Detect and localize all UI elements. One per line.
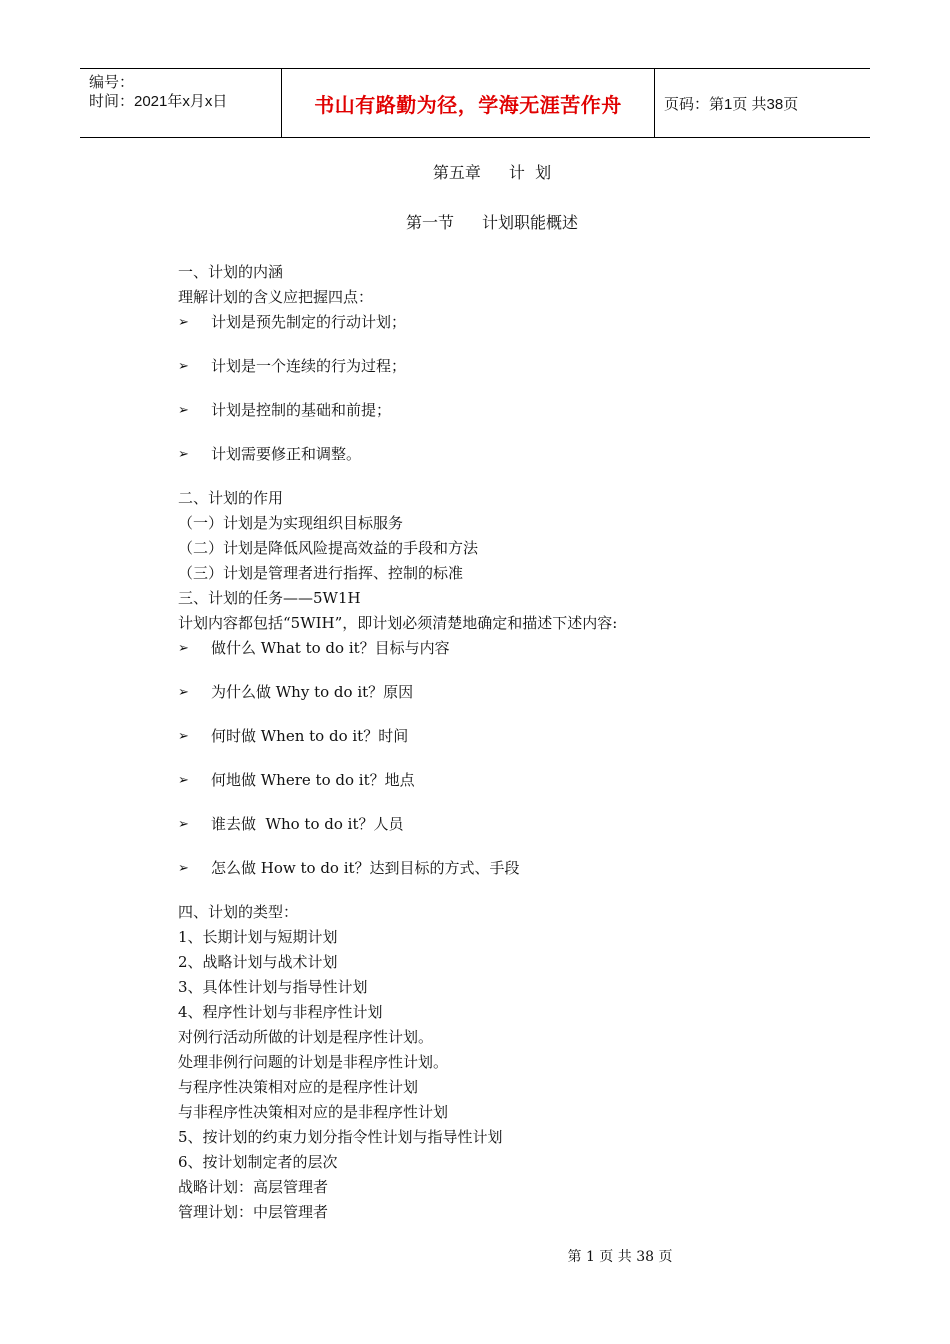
bullet-arrow-icon: ➢ — [178, 773, 189, 788]
bullet-item: ➢ 做什么 What to do it？目标与内容 — [178, 636, 617, 680]
bullet-item: ➢ 计划是预先制定的行动计划； — [178, 310, 617, 354]
header-table — [80, 68, 870, 138]
chapter-number: 第五章 — [432, 163, 481, 182]
bullet-arrow-icon: ➢ — [178, 641, 189, 656]
bullet-arrow-icon: ➢ — [178, 685, 189, 700]
heading-1: 一、计划的内涵 — [178, 263, 284, 281]
type-item: 2、战略计划与战术计划 — [178, 953, 338, 971]
type-item: 5、按计划的约束力划分指令性计划与指导性计划 — [178, 1128, 503, 1146]
type-item: 处理非例行问题的计划是非程序性计划。 — [178, 1053, 449, 1071]
section-name: 计划职能概述 — [482, 213, 579, 232]
page-footer: 第 1 页 共 38 页 — [567, 1249, 673, 1265]
bullet-item: ➢ 怎么做 How to do it？达到目标的方式、手段 — [178, 856, 617, 900]
type-item: 管理计划：中层管理者 — [178, 1203, 329, 1221]
bullet-arrow-icon: ➢ — [178, 359, 189, 374]
type-item: 与程序性决策相对应的是程序性计划 — [178, 1078, 419, 1096]
role-item: （一）计划是为实现组织目标服务 — [178, 514, 404, 532]
heading-4: 四、计划的类型： — [178, 903, 299, 921]
type-item: 与非程序性决策相对应的是非程序性计划 — [178, 1103, 449, 1121]
bullet-arrow-icon: ➢ — [178, 447, 189, 462]
bullet-item: ➢ 何时做 When to do it？时间 — [178, 724, 617, 768]
role-item: （三）计划是管理者进行指挥、控制的标准 — [178, 564, 464, 582]
bullet-arrow-icon: ➢ — [178, 315, 189, 330]
type-item: 3、具体性计划与指导性计划 — [178, 978, 368, 996]
heading-3: 三、计划的任务——5W1H — [178, 589, 361, 607]
bullet-arrow-icon: ➢ — [178, 861, 189, 876]
paragraph: 理解计划的含义应把握四点： — [178, 288, 374, 306]
heading-2: 二、计划的作用 — [178, 489, 284, 507]
type-item: 对例行活动所做的计划是程序性计划。 — [178, 1028, 434, 1046]
document-body — [178, 260, 617, 1225]
bullet-arrow-icon: ➢ — [178, 729, 189, 744]
chapter-name: 计 划 — [508, 163, 552, 182]
bullet-item: ➢ 谁去做 Who to do it？人员 — [178, 812, 617, 856]
bullet-item: ➢ 为什么做 Why to do it？原因 — [178, 680, 617, 724]
bullet-item: ➢ 何地做 Where to do it？地点 — [178, 768, 617, 812]
page-info: 页码：第1页 共38页 — [664, 95, 799, 113]
chapter-title — [0, 160, 950, 183]
bullet-item: ➢ 计划是一个连续的行为过程； — [178, 354, 617, 398]
section-number: 第一节 — [405, 213, 454, 232]
bullet-arrow-icon: ➢ — [178, 403, 189, 418]
type-item: 4、程序性计划与非程序性计划 — [178, 1003, 383, 1021]
time-label: 时间：2021年x月x日 — [89, 93, 228, 110]
motto: 书山有路勤为径，学海无涯苦作舟 — [282, 69, 655, 137]
section-title — [0, 210, 950, 233]
bullet-arrow-icon: ➢ — [178, 817, 189, 832]
doc-number-label: 编号： — [89, 74, 135, 91]
type-item: 1、长期计划与短期计划 — [178, 928, 338, 946]
bullet-item: ➢ 计划需要修正和调整。 — [178, 442, 617, 486]
header-meta-cell — [80, 69, 282, 137]
type-item: 战略计划：高层管理者 — [178, 1178, 329, 1196]
type-item: 6、按计划制定者的层次 — [178, 1153, 338, 1171]
role-item: （二）计划是降低风险提高效益的手段和方法 — [178, 539, 479, 557]
paragraph: 计划内容都包括“5WIH”，即计划必须清楚地确定和描述下述内容: — [178, 614, 618, 632]
bullet-item: ➢ 计划是控制的基础和前提； — [178, 398, 617, 442]
